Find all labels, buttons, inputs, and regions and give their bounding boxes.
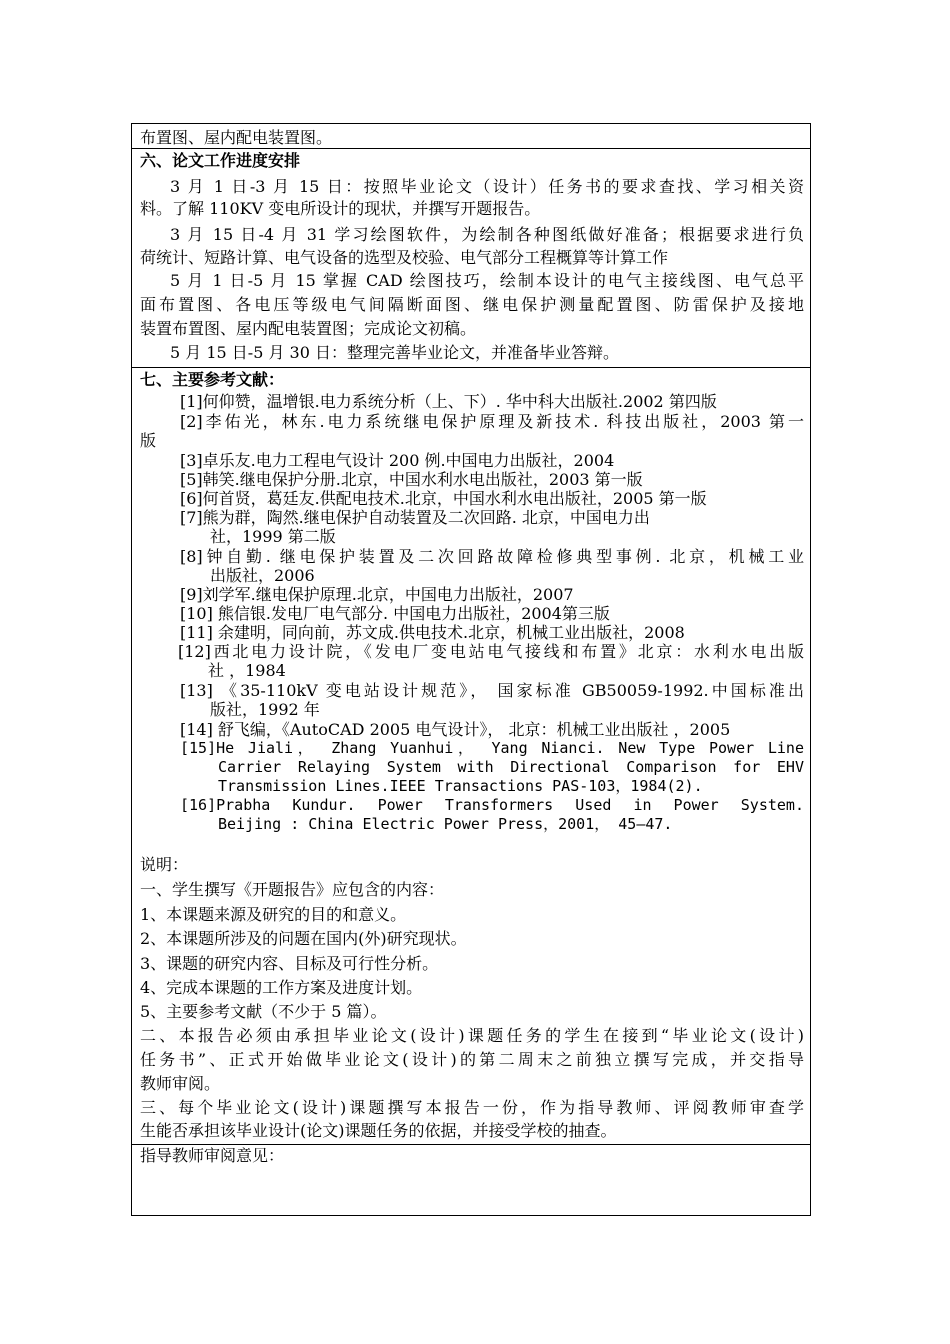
reference-item-cont: 版 bbox=[140, 431, 157, 450]
s6-p2-l1: 3 月 15 日-4 月 31 学习绘图软件，为绘制各种图纸做好准备；根据要求进行负 bbox=[170, 225, 804, 244]
reference-item-cont: 社 ，1984 bbox=[208, 661, 286, 680]
reference-item: [12]西北电力设计院，《发电厂变电站电气接线和布置》北京：水利水电出版 bbox=[178, 642, 804, 661]
report-table bbox=[131, 123, 811, 1216]
row-divider bbox=[132, 1144, 810, 1145]
s6-p3-l2: 面布置图、各电压等级电气间隔断面图、继电保护测量配置图、防雷保护及接地 bbox=[140, 295, 804, 314]
notes-line: 二、本报告必须由承担毕业论文(设计)课题任务的学生在接到“毕业论文(设计) bbox=[140, 1026, 804, 1045]
notes-line: 教师审阅。 bbox=[140, 1074, 221, 1093]
section6-heading: 六、论文工作进度安排 bbox=[140, 151, 301, 170]
reference-item: [15]He Jiali， Zhang Yuanhui， Yang Nianci. New Type Power Line bbox=[180, 739, 804, 757]
row-divider bbox=[132, 148, 810, 149]
reference-item: [8]钟自勤. 继电保护装置及二次回路故障检修典型事例. 北京，机械工业 bbox=[180, 547, 804, 566]
s6-p4-l1: 5 月 15 日-5 月 30 日：整理完善毕业论文，并准备毕业答辩。 bbox=[170, 343, 620, 362]
reference-item: [5]韩笑.继电保护分册.北京，中国水利水电出版社，2003 第一版 bbox=[180, 470, 643, 489]
s6-p1-l2: 料。了解 110KV 变电所设计的现状，并撰写开题报告。 bbox=[140, 199, 541, 218]
notes-line: 3、课题的研究内容、目标及可行性分析。 bbox=[140, 954, 439, 973]
reference-item: [9]刘学军.继电保护原理.北京，中国电力出版社，2007 bbox=[180, 585, 574, 604]
reference-item: [10] 熊信银.发电厂电气部分. 中国电力出版社，2004第三版 bbox=[180, 604, 610, 623]
reference-item-cont: Transmission Lines.IEEE Transactions PAS-103，1984(2). bbox=[218, 777, 703, 795]
reference-item-cont: 出版社，2006 bbox=[210, 566, 315, 585]
reference-item-cont: 版社，1992 年 bbox=[210, 700, 320, 719]
notes-title: 说明： bbox=[140, 855, 189, 874]
reference-item: [14] 舒飞编，《AutoCAD 2005 电气设计》， 北京：机械工业出版社 ，2005 bbox=[180, 720, 731, 739]
notes-line: 1、本课题来源及研究的目的和意义。 bbox=[140, 905, 407, 924]
notes-line: 任务书”、正式开始做毕业论文(设计)的第二周末之前独立撰写完成，并交指导 bbox=[140, 1050, 804, 1069]
notes-line: 三、每个毕业论文(设计)课题撰写本报告一份，作为指导教师、评阅教师审查学 bbox=[140, 1098, 804, 1117]
s6-p2-l2: 荷统计、短路计算、电气设备的选型及校验、电气部分工程概算等计算工作 bbox=[140, 248, 669, 267]
s6-p1-l1: 3 月 1 日-3 月 15 日：按照毕业论文（设计）任务书的要求查找、学习相关资 bbox=[170, 177, 804, 196]
continuation-text: 布置图、屋内配电装置图。 bbox=[140, 128, 333, 147]
reference-item: [6]何首贤，葛廷友.供配电技术.北京，中国水利水电出版社，2005 第一版 bbox=[180, 489, 707, 508]
reference-item: [13] 《35-110kV 变电站设计规范》， 国家标准 GB50059-1992.中国标准出 bbox=[180, 681, 804, 700]
reference-item-cont: Carrier Relaying System with Directional Comparison for EHV bbox=[218, 758, 804, 776]
reference-item-cont: 社，1999 第二版 bbox=[210, 527, 336, 546]
reference-item-cont: Beijing : China Electric Power Press，2001， 45—47. bbox=[218, 815, 673, 833]
advisor-review-area[interactable] bbox=[132, 1166, 810, 1215]
advisor-review-label: 指导教师审阅意见： bbox=[140, 1146, 285, 1165]
notes-line: 2、本课题所涉及的问题在国内(外)研究现状。 bbox=[140, 929, 467, 948]
reference-item: [2]李佑光，林东.电力系统继电保护原理及新技术. 科技出版社，2003 第一 bbox=[180, 412, 804, 431]
reference-item: [1]何仰赞，温增银.电力系统分析（上、下）. 华中科大出版社.2002 第四版 bbox=[180, 392, 717, 411]
reference-item: [3]卓乐友.电力工程电气设计 200 例.中国电力出版社，2004 bbox=[180, 451, 615, 470]
notes-line: 5、主要参考文献（不少于 5 篇）。 bbox=[140, 1002, 387, 1021]
section7-heading: 七、主要参考文献： bbox=[140, 370, 285, 389]
row-divider bbox=[132, 367, 810, 368]
notes-line: 一、学生撰写《开题报告》应包含的内容： bbox=[140, 880, 445, 899]
notes-line: 生能否承担该毕业设计(论文)课题任务的依据，并接受学校的抽查。 bbox=[140, 1121, 617, 1140]
s6-p3-l3: 装置布置图、屋内配电装置图；完成论文初稿。 bbox=[140, 319, 477, 338]
reference-item: [11] 余建明，同向前，苏文成.供电技术.北京，机械工业出版社，2008 bbox=[180, 623, 685, 642]
reference-item: [7]熊为群，陶然.继电保护自动装置及二次回路. 北京，中国电力出 bbox=[180, 508, 650, 527]
notes-line: 4、完成本课题的工作方案及进度计划。 bbox=[140, 978, 423, 997]
reference-item: [16]Prabha Kundur. Power Transformers Used in Power System. bbox=[180, 796, 804, 814]
s6-p3-l1: 5 月 1 日-5 月 15 掌握 CAD 绘图技巧，绘制本设计的电气主接线图、电气总平 bbox=[170, 271, 804, 290]
